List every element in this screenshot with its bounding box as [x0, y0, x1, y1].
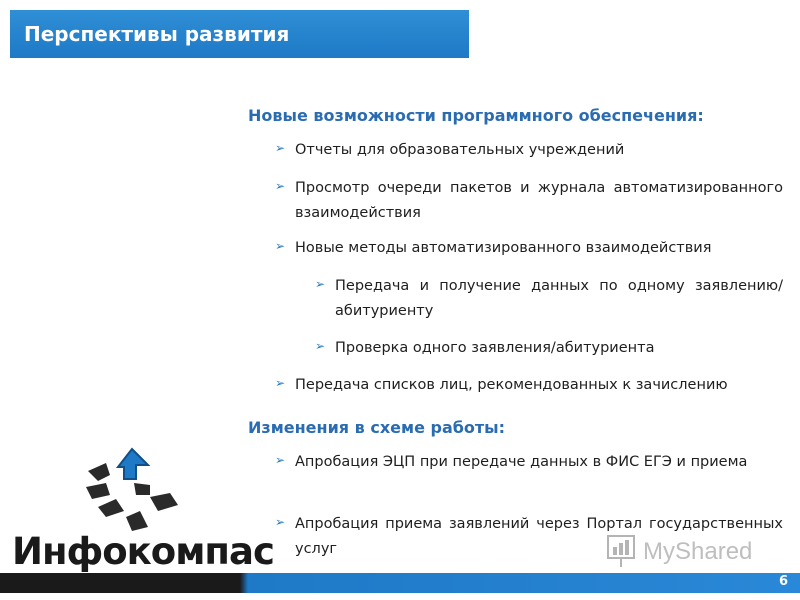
- watermark-text: MyShared: [643, 538, 753, 565]
- arrow-bullet-icon: ➢: [275, 453, 286, 467]
- arrow-bullet-icon: ➢: [315, 277, 326, 291]
- arrow-bullet-icon: ➢: [275, 376, 286, 390]
- arrow-bullet-icon: ➢: [315, 339, 326, 353]
- infokompas-logo-text: Инфокомпас: [12, 530, 274, 573]
- list-item-text: Апробация ЭЦП при передаче данных в ФИС ЕГЭ и приема: [295, 454, 748, 470]
- arrow-bullet-icon: ➢: [275, 239, 286, 253]
- infokompas-logo-icon: [76, 445, 188, 537]
- list-item: [275, 176, 783, 225]
- myshared-watermark: [607, 535, 752, 569]
- arrow-bullet-icon: ➢: [275, 179, 286, 193]
- list-item-text: Отчеты для образовательных учреждений: [295, 142, 625, 158]
- list-item-text: Апробация приема заявлений через Портал государственных услуг: [295, 516, 783, 557]
- list-item: [275, 450, 783, 475]
- arrow-bullet-icon: ➢: [275, 141, 286, 155]
- page-number: 6: [778, 574, 788, 589]
- list-item-text: Проверка одного заявления/абитуриента: [335, 340, 655, 356]
- list-item: [275, 236, 783, 261]
- list-item-text: Передача списков лиц, рекомендованных к зачислению: [295, 377, 728, 393]
- section-heading-new-features: Новые возможности программного обеспечения:: [248, 106, 704, 125]
- section-heading-workflow-changes: Изменения в схеме работы:: [248, 418, 506, 437]
- list-item-text: Просмотр очереди пакетов и журнала автоматизированного взаимодействия: [295, 180, 783, 221]
- list-item: [315, 336, 783, 361]
- slide-title: Перспективы развития: [24, 22, 290, 46]
- list-item: [275, 373, 783, 398]
- list-item: [315, 274, 783, 323]
- list-item: [275, 138, 783, 163]
- list-item-text: Новые методы автоматизированного взаимодействия: [295, 240, 712, 256]
- list-item-text: Передача и получение данных по одному заявлению/абитуриенту: [335, 278, 783, 319]
- arrow-bullet-icon: ➢: [275, 515, 286, 529]
- slide-title-bar: [10, 10, 469, 58]
- footer-bar: [0, 573, 800, 593]
- chart-icon: [607, 535, 637, 569]
